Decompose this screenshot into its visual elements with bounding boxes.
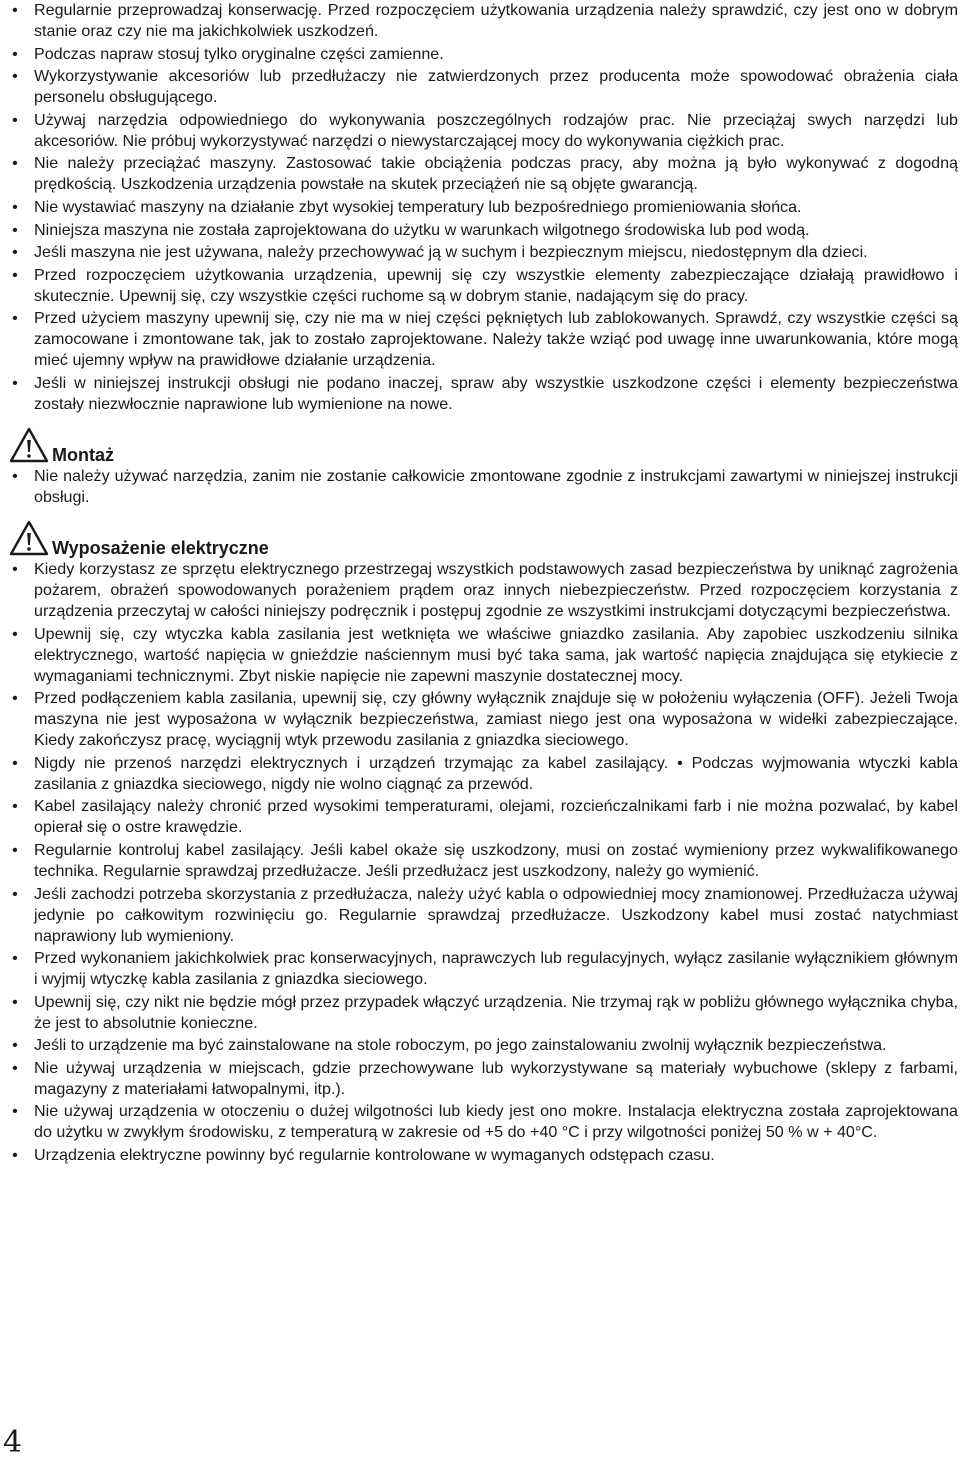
list-item [8,1035,960,1056]
list-item-text: Jeśli maszyna nie jest używana, należy przechowywać ją w suchym i bezpiecznym miejscu, niedostępnym dla dzieci. [34,243,868,262]
list-item-text: Nie używaj urządzenia w miejscach, gdzie przechowywane lub wykorzystywane są materiały wybuchowe (sklepy z farbami, magazyny z materiałami łatwopalnymi, itp.). [34,1058,958,1098]
bullet-icon: • [12,197,18,216]
list-item [8,1058,960,1100]
list-item [8,44,960,65]
page-content [8,0,960,1168]
list-item [8,1101,960,1143]
list-item [8,753,960,795]
bullet-icon: • [12,373,18,392]
list-item [8,0,960,42]
list-item [8,992,960,1034]
list-item-text: Jeśli w niniejszej instrukcji obsługi nie podano inaczej, spraw aby wszystkie uszkodzone części i elementy bezpieczeństwa zostały niezwłocznie naprawione lub wymienione na nowe. [34,373,958,413]
bullet-icon: • [12,559,18,578]
list-item [8,624,960,687]
list-item-text: Jeśli zachodzi potrzeba skorzystania z przedłużacza, należy użyć kabla o odpowiedniej mocy znamionowej. Przedłużacza używaj jedynie po całkowitym rozwinięciu go. Regularnie sprawdzaj przedłużacze. Uszkodzony kabel musi zostać natychmiast naprawiony lub wymieniony. [34,884,958,945]
section-title-montaz: Montaż [52,444,114,465]
list-item [8,220,960,241]
list-item-text: Nie należy przeciążać maszyny. Zastosować takie obciążenia podczas pracy, aby można ją było wykonywać z dogodną prędkością. Uszkodzenia urządzenia powstałe na skutek przeciążeń nie są objęte gwarancją. [34,154,958,194]
page-number: 4 [3,1425,23,1460]
list-item [8,66,960,108]
bullet-icon: • [12,1102,18,1121]
list-item [8,796,960,838]
bullet-icon: • [12,992,18,1011]
bullet-icon: • [12,1146,18,1165]
list-item-text: Upewnij się, czy nikt nie będzie mógł przez przypadek włączyć urządzenia. Nie trzymaj rąk w pobliżu głównego wyłącznika chyba, że jest to absolutnie konieczne. [34,992,959,1032]
warning-triangle-icon [8,519,50,556]
bullet-icon: • [12,624,18,643]
list-item-text: Przed podłączeniem kabla zasilania, upewnij się, czy główny wyłącznik znajduje się w położeniu wyłączenia (OFF). Jeżeli Twoja maszyna nie jest wyposażona w wyłącznik bezpieczeństwa, zamiast niego jest ona wyposażona w widełki zabezpieczające. Kiedy zakończysz pracę, wyciągnij wtyk przewodu zasilania z gniazdka sieciowego. [34,689,958,750]
bullet-icon: • [12,67,18,86]
bullet-icon: • [12,154,18,173]
list-item-text: Urządzenia elektryczne powinny być regularnie kontrolowane w wymaganych odstępach czasu. [34,1146,715,1165]
bullet-icon: • [12,753,18,772]
list-item-text: Nie wystawiać maszyny na działanie zbyt wysokiej temperatury lub bezpośredniego promieniowania słońca. [34,197,802,216]
bullet-icon: • [12,949,18,968]
list-item [8,688,960,751]
bullet-icon: • [12,265,18,284]
bullet-icon: • [12,466,18,485]
list-item [8,265,960,307]
list-item-text: Niniejsza maszyna nie została zaprojektowana do użytku w warunkach wilgotnego środowiska lub pod wodą. [34,220,810,239]
intro-bullet-list [8,0,960,415]
list-item [8,884,960,947]
bullet-icon: • [12,44,18,63]
list-item-text: Nigdy nie przenoś narzędzi elektrycznych i urządzeń trzymając za kabel zasilający. • Podczas wyjmowania wtyczki kabla zasilania z gniazdka sieciowego, nigdy nie wolno ciągnąć za przewód. [34,753,958,793]
bullet-icon: • [12,110,18,129]
list-item-text: Jeśli to urządzenie ma być zainstalowane na stole roboczym, po jego zainstalowaniu zwolnij wyłącznik bezpieczeństwa. [34,1036,887,1055]
list-item [8,153,960,195]
list-item [8,840,960,882]
list-item [8,110,960,152]
list-item [8,466,960,508]
list-item-text: Podczas napraw stosuj tylko oryginalne części zamienne. [34,44,444,63]
section-header-electrical [8,516,960,556]
montaz-bullet-list [8,466,960,508]
bullet-icon: • [12,1058,18,1077]
bullet-icon: • [12,797,18,816]
list-item-text: Kabel zasilający należy chronić przed wysokimi temperaturami, olejami, rozcieńczalnikami farb i nie można pozwalać, by kabel opierał się o ostre krawędzie. [34,797,958,837]
section-header-montaz [8,423,960,463]
list-item-text: Upewnij się, czy wtyczka kabla zasilania jest wetknięta we właściwe gniazdko zasilania. Aby zapobiec uszkodzeniu silnika elektrycznego, wartość napięcia w gnieździe naściennym musi być taka sama, jak wartość napięcia znajdująca się etykiecie z wymaganiami technicznymi. Zbyt niskie napięcie nie zapewni maszynie dostatecznej mocy. [34,624,958,685]
list-item-text: Przed wykonaniem jakichkolwiek prac konserwacyjnych, naprawczych lub regulacyjnych, wyłącz zasilanie wyłącznikiem głównym i wyjmij wtyczkę kabla zasilania z gniazdka sieciowego. [34,949,958,989]
bullet-icon: • [12,689,18,708]
list-item [8,373,960,415]
list-item-text: Regularnie kontroluj kabel zasilający. Jeśli kabel okaże się uszkodzony, musi on zostać wymieniony przez wykwalifikowanego technika. Regularnie sprawdzaj przedłużacze. Jeśli przedłużacz jest uszkodzony, należy go wymienić. [34,840,958,880]
list-item [8,308,960,371]
list-item-text: Nie należy używać narzędzia, zanim nie zostanie całkowicie zmontowane zgodnie z instrukcjami zawartymi w niniejszej instrukcji obsługi. [34,466,958,506]
list-item [8,1145,960,1166]
list-item-text: Kiedy korzystasz ze sprzętu elektrycznego przestrzegaj wszystkich podstawowych zasad bezpieczeństwa by uniknąć zagrożenia pożarem, obrażeń spowodowanych porażeniem prądem oraz innych niebezpieczeństw. Przed rozpoczęciem korzystania z urządzenia przeczytaj w całości niniejszy podręcznik i postępuj zgodnie ze wszystkimi instrukcjami dotyczącymi bezpieczeństwa. [34,559,958,620]
bullet-icon: • [12,840,18,859]
list-item [8,948,960,990]
electrical-bullet-list [8,559,960,1166]
list-item-text: Używaj narzędzia odpowiedniego do wykonywania poszczególnych rodzajów prac. Nie przeciążaj swych narzędzi lub akcesoriów. Nie próbuj wykorzystywać narzędzi o niewystarczającej mocy do wykonywania ciężkich prac. [34,110,958,150]
list-item [8,197,960,218]
bullet-icon: • [12,220,18,239]
section-title-electrical: Wyposażenie elektryczne [52,537,269,558]
list-item-text: Regularnie przeprowadzaj konserwację. Przed rozpoczęciem użytkowania urządzenia należy sprawdzić, czy jest ono w dobrym stanie oraz czy nie ma jakichkolwiek uszkodzeń. [34,1,958,40]
list-item-text: Przed rozpoczęciem użytkowania urządzenia, upewnij się czy wszystkie elementy zabezpieczające działają prawidłowo i skutecznie. Upewnij się, czy wszystkie części ruchome są w dobrym stanie, nadającym się do pracy. [34,265,958,305]
list-item [8,559,960,622]
bullet-icon: • [12,243,18,262]
bullet-icon: • [12,884,18,903]
list-item-text: Wykorzystywanie akcesoriów lub przedłużaczy nie zatwierdzonych przez producenta może spowodować obrażenia ciała personelu obsługującego. [34,67,958,107]
warning-triangle-icon [8,426,50,463]
list-item [8,242,960,263]
bullet-icon: • [12,1,18,19]
list-item-text: Przed użyciem maszyny upewnij się, czy nie ma w niej części pękniętych lub zablokowanych. Sprawdź, czy wszystkie części są zamocowane i zmontowane tak, jak to zostało zaprojektowane. Należy także wziąć pod uwagę inne uwarunkowania, które mogą mieć ujemny wpływ na prawidłowe działanie urządzenia. [34,309,958,370]
list-item-text: Nie używaj urządzenia w otoczeniu o dużej wilgotności lub kiedy jest ono mokre. Instalacja elektryczna została zaprojektowana do użytku w zwykłym środowisku, z temperaturą w zakresie od +5 do +40 °C i przy wilgotności poniżej 50 % w + 40°C. [34,1102,958,1142]
bullet-icon: • [12,309,18,328]
bullet-icon: • [12,1036,18,1055]
